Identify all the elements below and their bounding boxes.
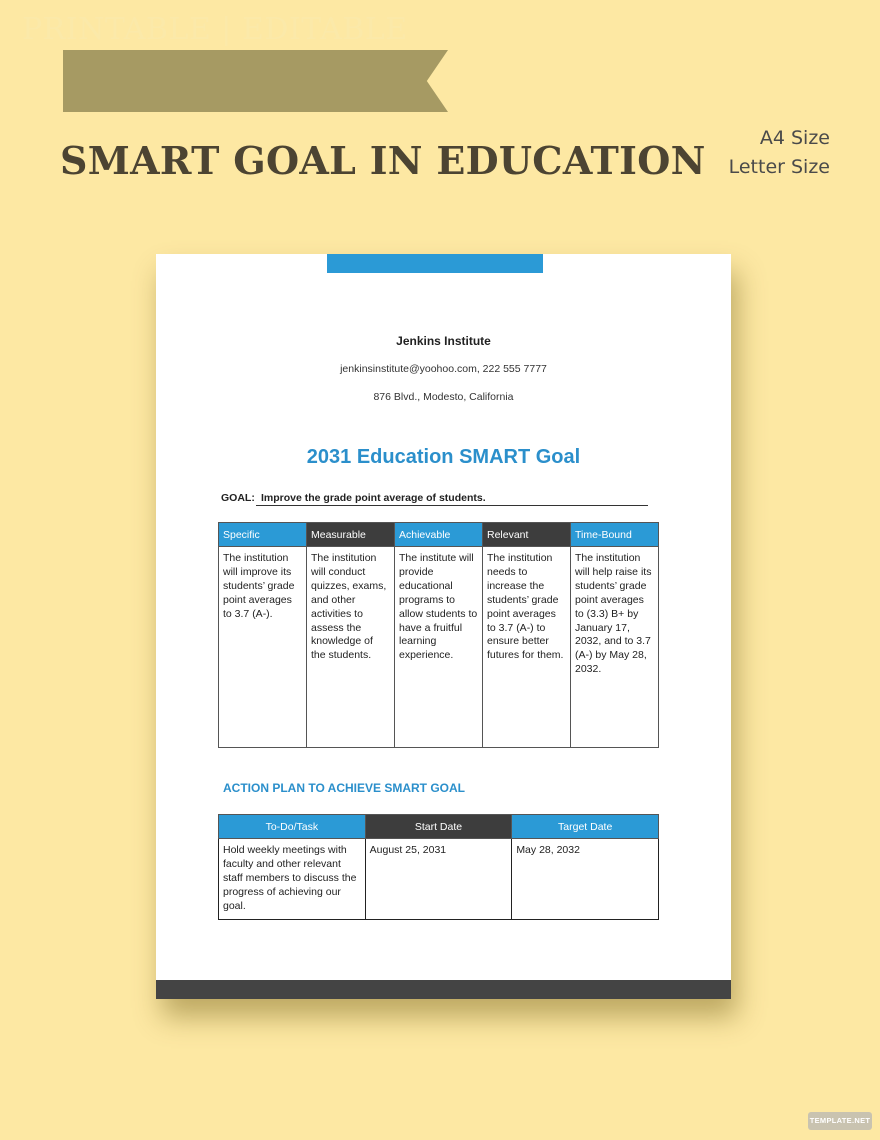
cell-specific: The institution will improve its students’ grade point averages to 3.7 (A-). xyxy=(219,547,307,748)
goal-text: Improve the grade point average of students. xyxy=(256,492,648,506)
plan-table-header-row xyxy=(219,815,659,839)
cell-measurable: The institution will conduct quizzes, exams, and other activities to assess the knowledge of the students. xyxy=(307,547,395,748)
watermark-badge: TEMPLATE.NET xyxy=(808,1112,872,1130)
cell-relevant: The institution needs to increase the students’ grade point averages to 3.7 (A-) to ensure better futures for them. xyxy=(483,547,571,748)
header-target-date: Target Date xyxy=(512,815,659,839)
header-relevant: Relevant xyxy=(483,523,571,547)
action-plan-table xyxy=(218,814,659,920)
document-preview xyxy=(156,254,731,999)
header-measurable: Measurable xyxy=(307,523,395,547)
institution-name: Jenkins Institute xyxy=(396,334,491,348)
header-start-date: Start Date xyxy=(365,815,512,839)
cell-target-date: May 28, 2032 xyxy=(512,839,659,920)
smart-table xyxy=(218,522,659,748)
header-achievable: Achievable xyxy=(395,523,483,547)
document-top-accent xyxy=(327,254,543,273)
table-row xyxy=(219,839,659,920)
banner-ribbon xyxy=(63,50,448,112)
goal-label: GOAL: xyxy=(221,492,255,504)
cell-achievable: The institute will provide educational programs to allow students to have a fruitful learning experience. xyxy=(395,547,483,748)
institution-address: 876 Blvd., Modesto, California xyxy=(373,391,514,403)
cell-start-date: August 25, 2031 xyxy=(365,839,512,920)
size-options xyxy=(729,124,830,182)
smart-table-header-row xyxy=(219,523,659,547)
banner-label: PRINTABLE | EDITABLE xyxy=(22,12,408,47)
cell-time-bound: The institution will help raise its students’ grade point averages to (3.3) B+ by January 17, 2032, and to 3.7 (A-) by May 28, 2032. xyxy=(571,547,659,748)
document-heading: 2031 Education SMART Goal xyxy=(306,446,581,468)
header-time-bound: Time-Bound xyxy=(571,523,659,547)
page-title: SMART GOAL IN EDUCATION xyxy=(60,138,706,183)
table-row xyxy=(219,547,659,748)
institution-contact: jenkinsinstitute@yoohoo.com, 222 555 7777 xyxy=(340,363,547,375)
header-specific: Specific xyxy=(219,523,307,547)
action-plan-title: ACTION PLAN TO ACHIEVE SMART GOAL xyxy=(223,781,466,795)
cell-task: Hold weekly meetings with faculty and other relevant staff members to discuss the progress of achieving our goal. xyxy=(219,839,366,920)
header-todo-task: To-Do/Task xyxy=(219,815,366,839)
document-footer-bar xyxy=(156,980,731,999)
size-a4: A4 Size xyxy=(759,127,830,149)
size-letter: Letter Size xyxy=(728,156,830,178)
